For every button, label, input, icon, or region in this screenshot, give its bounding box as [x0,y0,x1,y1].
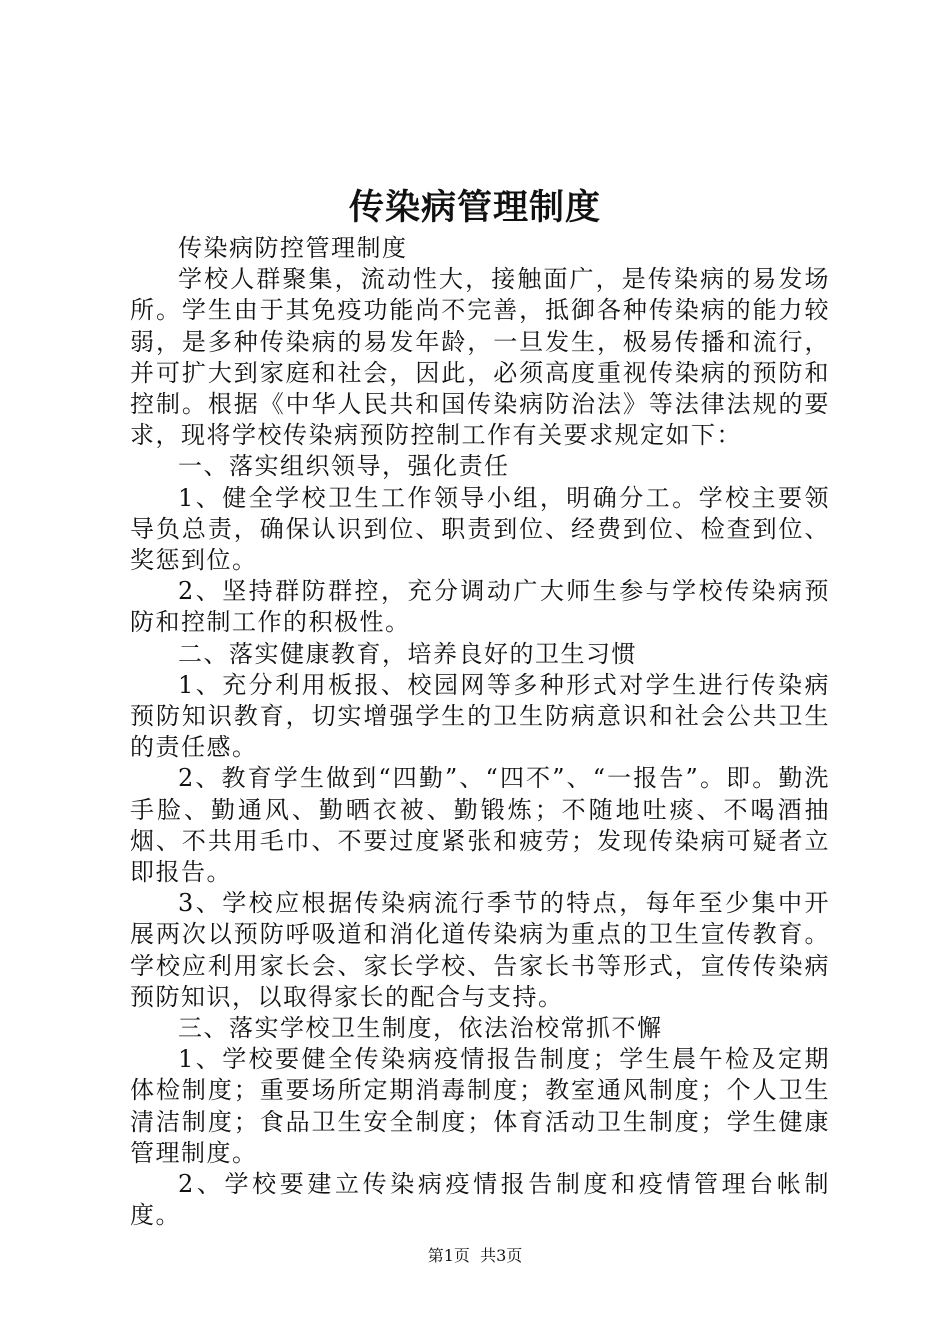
section-2-item-2: 2、教育学生做到“四勤”、“四不”、“一报告”。即。勤洗手脸、勤通风、勤晒衣被、勤锻炼；不随地吐痰、不喝酒抽烟、不共用毛巾、不要过度紧张和疲劳；发现传染病可疑者立即报告。 [130,764,830,887]
section-1-item-2: 2、坚持群防群控，充分调动广大师生参与学校传染病预防和控制工作的积极性。 [130,577,830,637]
section-2-item-1: 1、充分利用板报、校园网等多种形式对学生进行传染病预防知识教育，切实增强学生的卫生防病意识和社会公共卫生的责任感。 [130,670,830,762]
document-title: 传染病管理制度 [348,187,601,228]
intro-paragraph: 学校人群聚集，流动性大，接触面广，是传染病的易发场所。学生由于其免疫功能尚不完善，抵御各种传染病的能力较弱，是多种传染病的易发年龄，一旦发生，极易传播和流行，并可扩大到家庭和社会，因此，必须高度重视传染病的预防和控制。根据《中华人民共和国传染病防治法》等法律法规的要求，现将学校传染病预防控制工作有关要求规定如下： [130,265,830,450]
section-heading-1: 一、落实组织领导，强化责任 [178,452,510,481]
section-3-item-1: 1、学校要健全传染病疫情报告制度；学生晨午检及定期体检制度；重要场所定期消毒制度；教室通风制度；个人卫生清洁制度；食品卫生安全制度；体育活动卫生制度；学生健康管理制度。 [130,1045,830,1167]
page-number: 第1页 [427,1246,470,1265]
document-body [130,233,830,1232]
section-heading-2: 二、落实健康教育，培养良好的卫生习惯 [178,639,637,668]
section-heading-3: 三、落实学校卫生制度，依法治校常抓不懈 [178,1014,663,1043]
page-footer [0,1245,950,1267]
total-pages: 共3页 [480,1246,523,1265]
subtitle-paragraph: 传染病防控管理制度 [178,234,408,262]
section-3-item-2: 2、学校要建立传染病疫情报告制度和疫情管理台帐制度。 [130,1170,830,1230]
section-1-item-1: 1、健全学校卫生工作领导小组，明确分工。学校主要领导负总责，确保认识到位、职责到位、经费到位、检查到位、奖惩到位。 [130,483,830,575]
section-2-item-3: 3、学校应根据传染病流行季节的特点，每年至少集中开展两次以预防呼吸道和消化道传染病为重点的卫生宣传教育。学校应利用家长会、家长学校、告家长书等形式，宣传传染病预防知识，以取得家长的配合与支持。 [130,889,830,1011]
